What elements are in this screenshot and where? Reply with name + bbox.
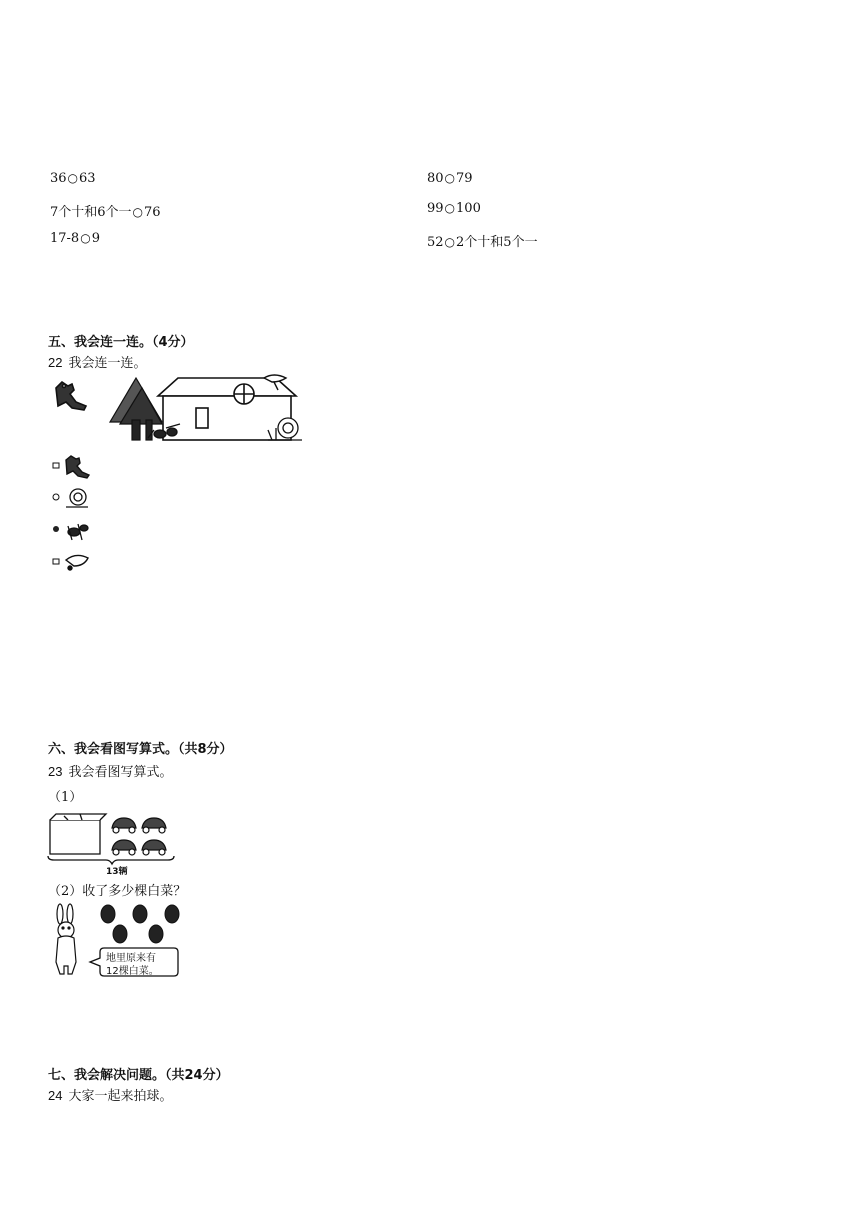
tree-mini-icon: [53, 526, 59, 532]
bubble-text-2: 12棵白菜。: [106, 966, 159, 977]
section-title: 五、我会连一连。（4分）: [48, 335, 194, 350]
match-item-ant[interactable]: [52, 518, 94, 542]
question-line: [48, 761, 172, 780]
question-text: 我会看图写算式。: [68, 765, 173, 780]
question-line: [48, 352, 146, 371]
house-scene-image: [50, 374, 310, 446]
section-title: 七、我会解决问题。（共24分）: [48, 1068, 229, 1083]
dog-icon: [66, 456, 89, 478]
house-mini-icon: [53, 463, 59, 468]
car-icon: [142, 840, 166, 855]
match-item-snail[interactable]: [52, 486, 94, 510]
house-mini-icon: [53, 559, 59, 564]
figure-caption: 13辆: [106, 867, 128, 877]
question-number: 24: [48, 1088, 63, 1103]
answer-circle[interactable]: ○: [444, 201, 456, 215]
sub-question-label: （2）收了多少棵白菜？: [48, 884, 187, 899]
compare-left-1: 36○63: [50, 171, 96, 186]
snail-icon: [66, 489, 88, 507]
ant-icon: [68, 524, 88, 540]
bird-icon: [66, 555, 88, 570]
car-icon: [112, 818, 136, 833]
cars-figure: [46, 810, 178, 862]
match-item-bird[interactable]: [52, 550, 94, 574]
question-number: 22: [48, 355, 63, 370]
box-icon: [50, 814, 106, 854]
answer-circle[interactable]: ○: [444, 171, 456, 185]
answer-circle[interactable]: ○: [444, 235, 456, 249]
dog-icon: [56, 382, 86, 410]
tree-mini-icon: [53, 494, 59, 500]
compare-right-1: 80○79: [427, 171, 473, 186]
compare-left-3: 17-8○9: [50, 231, 100, 246]
answer-circle[interactable]: ○: [132, 205, 144, 219]
sub-question-label: （1）: [48, 790, 83, 805]
question-line: [48, 1085, 172, 1104]
car-icon: [142, 818, 166, 833]
brace-icon: [48, 856, 174, 864]
compare-right-2: 99○100: [427, 201, 481, 216]
house-icon: [158, 378, 296, 440]
question-text: 我会连一连。: [68, 356, 147, 371]
cabbage-icon: [101, 905, 179, 943]
rabbit-icon: [56, 904, 76, 974]
answer-circle[interactable]: ○: [67, 171, 79, 185]
car-icon: [112, 840, 136, 855]
compare-left-2: 7个十和6个一○76: [50, 205, 161, 220]
question-number: 23: [48, 764, 63, 779]
bubble-text-1: 地里原来有: [106, 953, 156, 964]
match-item-dog[interactable]: [52, 454, 94, 478]
compare-right-3: 52○2个十和5个一: [427, 235, 538, 250]
answer-circle[interactable]: ○: [80, 231, 91, 245]
question-text: 大家一起来拍球。: [68, 1089, 173, 1104]
section-title: 六、我会看图写算式。（共8分）: [48, 742, 233, 757]
